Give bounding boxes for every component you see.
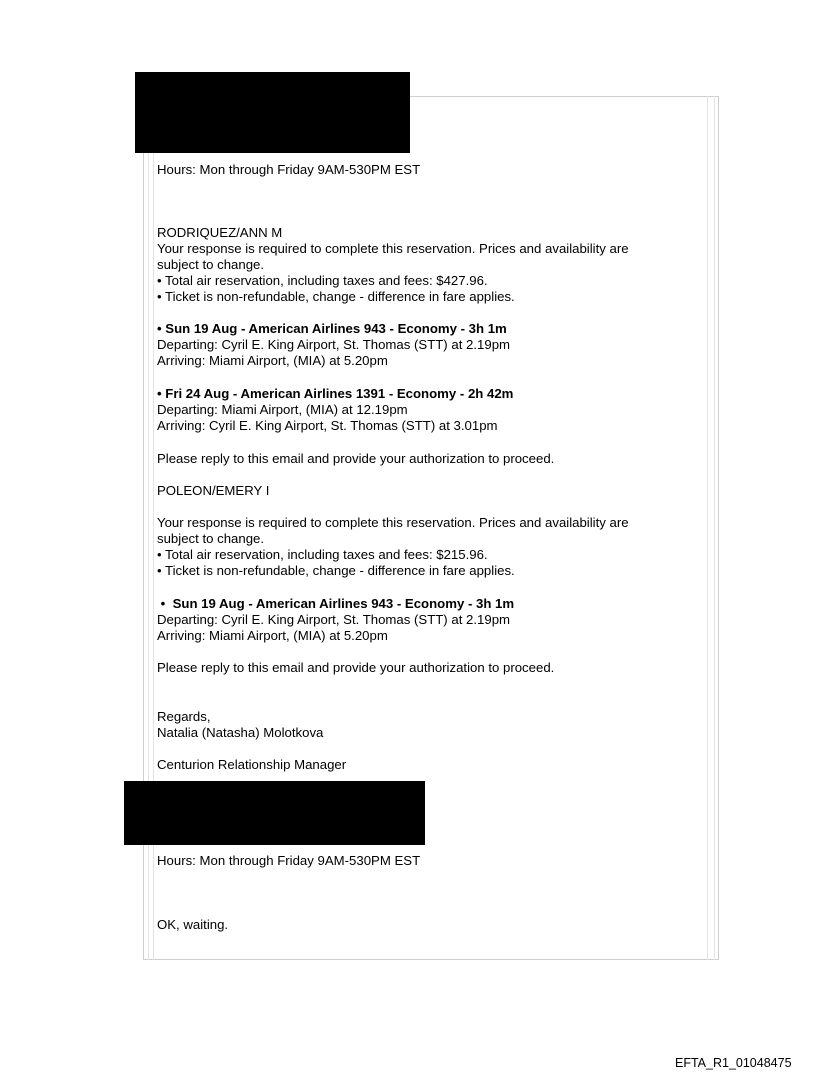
hours-bottom: Hours: Mon through Friday 9AM-530PM EST [157, 853, 421, 868]
passenger1-flight1-arriving: Arriving: Miami Airport, (MIA) at 5.20pm [157, 353, 388, 368]
passenger1-response-line2: subject to change. [157, 257, 265, 272]
passenger2-response-line2: subject to change. [157, 531, 265, 546]
passenger1-reply-request: Please reply to this email and provide your authorization to proceed. [157, 451, 555, 466]
hours-top: Hours: Mon through Friday 9AM-530PM EST [157, 162, 421, 177]
passenger1-total-bullet: • Total air reservation, including taxes and fees: $427.96. [157, 273, 488, 288]
passenger2-response-line1: Your response is required to complete this reservation. Prices and availability are [157, 515, 629, 530]
passenger2-ticket-bullet: • Ticket is non-refundable, change - difference in fare applies. [157, 563, 515, 578]
passenger1-response-line1: Your response is required to complete this reservation. Prices and availability are [157, 241, 629, 256]
passenger2-flight1-departing: Departing: Cyril E. King Airport, St. Thomas (STT) at 2.19pm [157, 612, 511, 627]
passenger1-flight2-arriving: Arriving: Cyril E. King Airport, St. Thomas (STT) at 3.01pm [157, 418, 498, 433]
passenger2-reply-request: Please reply to this email and provide your authorization to proceed. [157, 660, 555, 675]
redaction-block-bottom [124, 781, 425, 845]
passenger1-ticket-bullet: • Ticket is non-refundable, change - difference in fare applies. [157, 289, 515, 304]
passenger2-flight1-title: • Sun 19 Aug - American Airlines 943 - Economy - 3h 1m [157, 596, 515, 611]
passenger1-flight1-departing: Departing: Cyril E. King Airport, St. Thomas (STT) at 2.19pm [157, 337, 511, 352]
passenger1-flight2-departing: Departing: Miami Airport, (MIA) at 12.19pm [157, 402, 408, 417]
passenger2-flight1-arriving: Arriving: Miami Airport, (MIA) at 5.20pm [157, 628, 388, 643]
passenger2-total-bullet: • Total air reservation, including taxes and fees: $215.96. [157, 547, 488, 562]
redaction-block-top [135, 72, 410, 153]
passenger1-name: RODRIQUEZ/ANN M [157, 225, 283, 240]
reply-message: OK, waiting. [157, 917, 229, 932]
document-id: EFTA_R1_01048475 [675, 1056, 792, 1070]
passenger2-name: POLEON/EMERY I [157, 483, 270, 498]
passenger1-flight1-title: • Sun 19 Aug - American Airlines 943 - Economy - 3h 1m [157, 321, 507, 336]
signature-name: Natalia (Natasha) Molotkova [157, 725, 324, 740]
frame-right-margin [707, 96, 715, 960]
signature-title: Centurion Relationship Manager [157, 757, 347, 772]
passenger1-flight2-title: • Fri 24 Aug - American Airlines 1391 - Economy - 2h 42m [157, 386, 514, 401]
signature-regards: Regards, [157, 709, 211, 724]
